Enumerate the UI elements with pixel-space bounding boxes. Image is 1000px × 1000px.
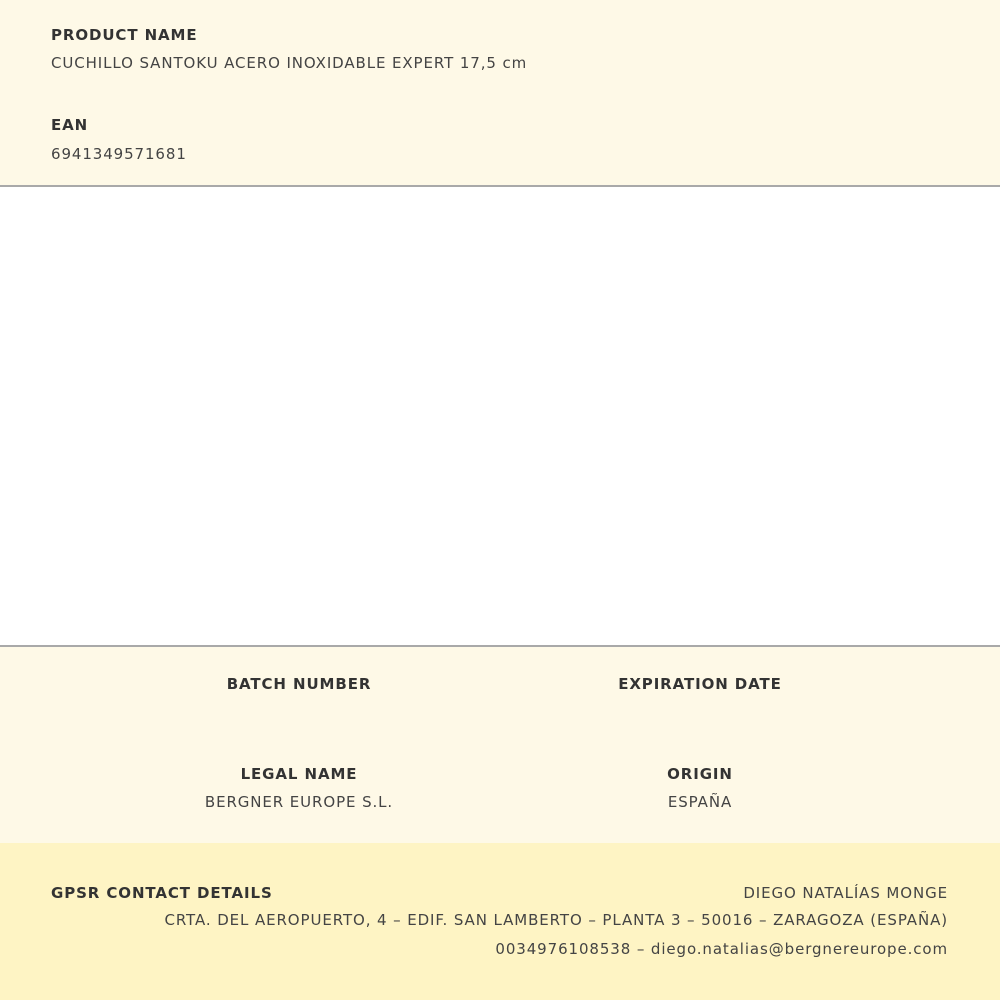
product-info-panel [0,0,1000,187]
expiration-date-field [500,675,900,703]
batch-number-field [99,675,499,703]
product-image-area [0,187,1000,645]
expiration-date-label: EXPIRATION DATE [618,675,782,693]
origin-label: ORIGIN [667,765,733,783]
gpsr-contact-name: DIEGO NATALÍAS MONGE [743,884,948,902]
legal-name-label: LEGAL NAME [240,765,358,783]
product-name-label: PRODUCT NAME [51,26,198,44]
legal-name-value: BERGNER EUROPE S.L. [204,793,394,811]
legal-name-field [99,765,499,811]
gpsr-contact-panel [0,843,1000,1000]
origin-field [500,765,900,811]
ean-label: EAN [51,116,89,134]
gpsr-contact-phone-email: 0034976108538 – diego.natalias@bergnereurope.com [495,940,948,958]
gpsr-contact-label: GPSR CONTACT DETAILS [51,884,273,902]
gpsr-contact-address: CRTA. DEL AEROPUERTO, 4 – EDIF. SAN LAMBERTO – PLANTA 3 – 50016 – ZARAGOZA (ESPAÑA) [164,911,948,929]
ean-value: 6941349571681 [51,145,187,163]
batch-number-label: BATCH NUMBER [226,675,372,693]
origin-value: ESPAÑA [667,793,733,811]
product-details-panel [0,645,1000,845]
product-name-value: CUCHILLO SANTOKU ACERO INOXIDABLE EXPERT 17,5 cm [51,54,528,72]
